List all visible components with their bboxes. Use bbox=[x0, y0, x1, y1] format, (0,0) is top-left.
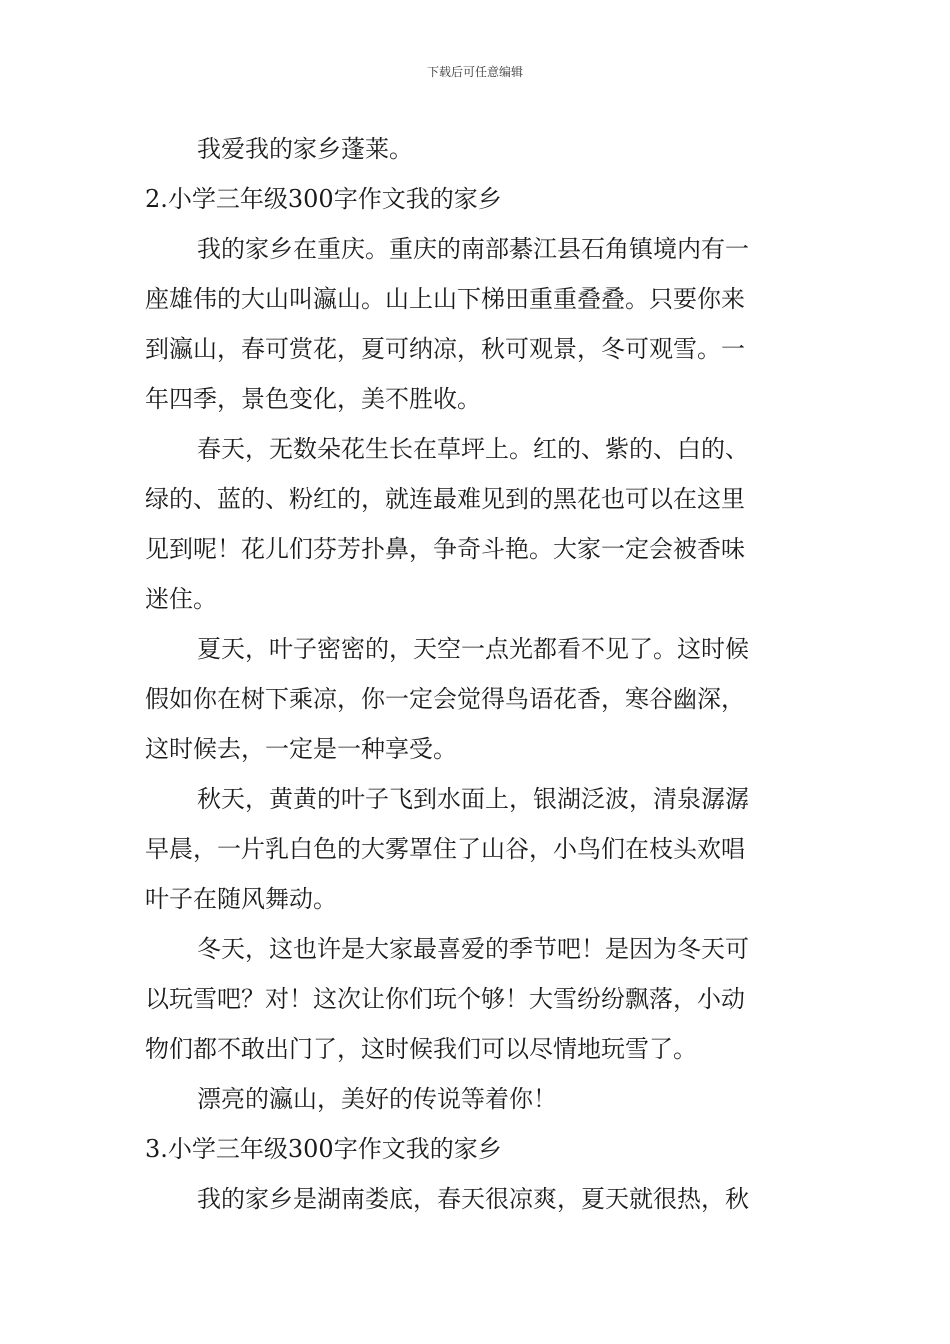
text-line: 早晨，一片乳白色的大雾罩住了山谷，小鸟们在枝头欢唱 bbox=[145, 835, 745, 863]
text-line: 绿的、蓝的、粉红的，就连最难见到的黑花也可以在这里 bbox=[145, 485, 745, 513]
text-line: 座雄伟的大山叫瀛山。山上山下梯田重重叠叠。只要你来 bbox=[145, 285, 745, 313]
text-line: 迷住。 bbox=[145, 585, 217, 613]
section-heading: 2.小学三年级300字作文我的家乡 bbox=[145, 185, 502, 213]
text-line: 冬天，这也许是大家最喜爱的季节吧！是因为冬天可 bbox=[197, 935, 749, 963]
text-line: 假如你在树下乘凉，你一定会觉得鸟语花香，寒谷幽深， bbox=[145, 685, 745, 713]
text-line: 我的家乡是湖南娄底，春天很凉爽，夏天就很热，秋 bbox=[197, 1185, 749, 1213]
text-line: 秋天，黄黄的叶子飞到水面上，银湖泛波，清泉潺潺 bbox=[197, 785, 749, 813]
document-body bbox=[145, 124, 810, 1224]
text-line: 叶子在随风舞动。 bbox=[145, 885, 337, 913]
text-line: 到瀛山，春可赏花，夏可纳凉，秋可观景，冬可观雪。一 bbox=[145, 335, 745, 363]
text-line: 漂亮的瀛山，美好的传说等着你！ bbox=[197, 1085, 557, 1113]
text-line: 物们都不敢出门了，这时候我们可以尽情地玩雪了。 bbox=[145, 1035, 697, 1063]
text-line: 我爱我的家乡蓬莱。 bbox=[197, 135, 413, 163]
text-line: 以玩雪吧？对！这次让你们玩个够！大雪纷纷飘落，小动 bbox=[145, 985, 745, 1013]
text-line: 年四季，景色变化，美不胜收。 bbox=[145, 385, 481, 413]
text-line: 春天，无数朵花生长在草坪上。红的、紫的、白的、 bbox=[197, 435, 749, 463]
text-line: 我的家乡在重庆。重庆的南部綦江县石角镇境内有一 bbox=[197, 235, 749, 263]
text-line: 见到呢！花儿们芬芳扑鼻，争奇斗艳。大家一定会被香味 bbox=[145, 535, 745, 563]
page-header: 下载后可任意编辑 bbox=[426, 65, 523, 79]
text-line: 这时候去，一定是一种享受。 bbox=[145, 735, 457, 763]
section-heading: 3.小学三年级300字作文我的家乡 bbox=[145, 1135, 502, 1163]
text-line: 夏天，叶子密密的，天空一点光都看不见了。这时候 bbox=[197, 635, 749, 663]
